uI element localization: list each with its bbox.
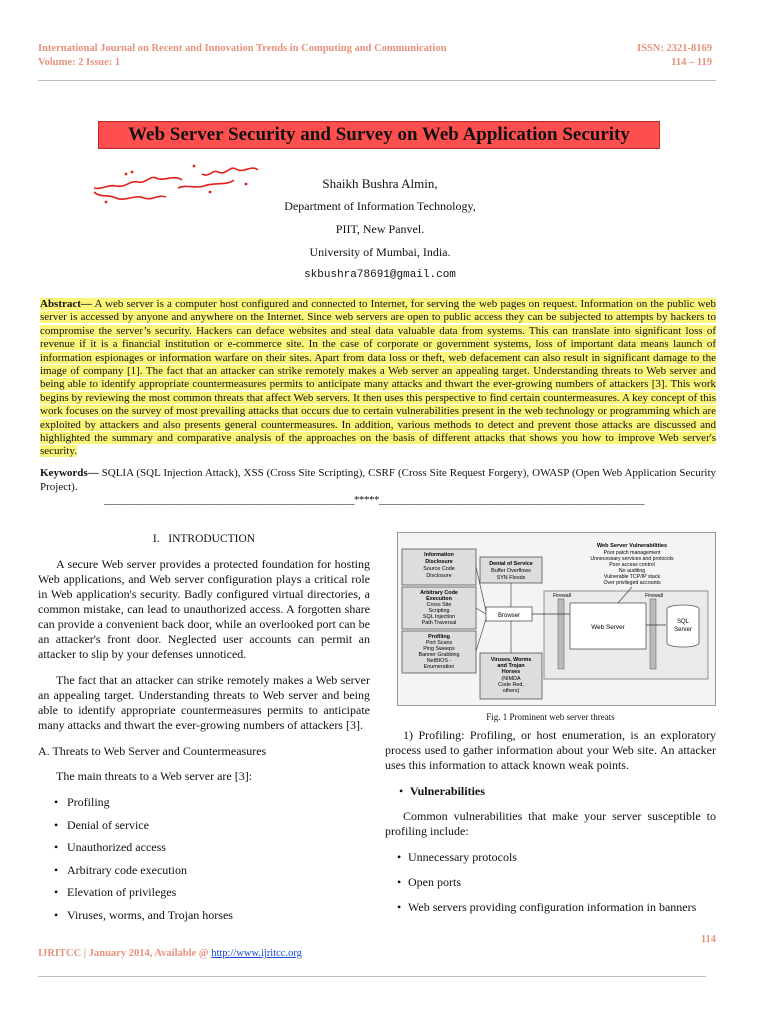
diagram-label: others) bbox=[502, 688, 520, 694]
author-name: Shaikh Bushra Almin, bbox=[322, 176, 438, 191]
abstract-label: Abstract— bbox=[40, 298, 92, 310]
diagram-label: Disclosure bbox=[425, 559, 453, 565]
diagram-label: Poor patch management bbox=[603, 550, 661, 556]
journal-pages: 114 – 119 bbox=[671, 57, 712, 68]
vulnerabilities-list bbox=[385, 850, 716, 915]
figure-caption: Fig. 1 Prominent web server threats bbox=[486, 712, 615, 722]
list-item: • Arbitrary code execution bbox=[54, 863, 370, 878]
journal-header bbox=[38, 42, 730, 70]
threats-lead: The main threats to a Web server are [3]: bbox=[56, 769, 253, 783]
list-item: • Profiling bbox=[54, 795, 370, 810]
keywords bbox=[40, 466, 716, 494]
diagram-label: Denial of Service bbox=[489, 561, 533, 567]
abstract bbox=[40, 298, 716, 459]
firewall-right bbox=[650, 599, 656, 669]
diagram-label: Server bbox=[674, 627, 692, 633]
diagram-label: (NIMDA bbox=[501, 676, 521, 682]
diagram-label: Vulnerable TCP/IP stack bbox=[603, 574, 661, 580]
diagram-label: Firewall bbox=[645, 593, 663, 599]
diagram-label: Enumeration bbox=[423, 664, 455, 670]
keywords-label: Keywords— bbox=[40, 467, 99, 479]
intro-heading-first: I bbox=[168, 533, 173, 545]
diagram-label: Port Scans bbox=[425, 640, 453, 646]
footer-text: IJRITCC | January 2014, Available @ bbox=[38, 948, 212, 959]
subsection-a-heading: A. Threats to Web Server and Countermeasures bbox=[38, 744, 267, 758]
threat-diagram bbox=[398, 533, 715, 705]
diagram-label: Web Server Vulnerabilities bbox=[596, 543, 668, 549]
profiling-paragraph: 1) Profiling: Profiling, or host enumeration, is an exploratory process used to gather information about your Web site. An attacker uses this information to attack known weak points. bbox=[385, 728, 716, 772]
threats-list bbox=[38, 795, 370, 923]
header-rule bbox=[38, 80, 716, 81]
diagram-label: Horses bbox=[501, 669, 521, 675]
diagram-label: Banner Grabbing bbox=[418, 652, 460, 658]
abstract-text: A web server is a computer host configured and connected to Internet, for serving the web pages on request. Information on the public web server is accessed by anyone and anywhere on the Internet. Since web servers are open to public access they can be subjected to attempts by hackers to compromise the server’s security. Hackers can deface websites and steal data valuable data from systems. This can translate into significant loss of revenue if it is a financial institution or e-commerce site. In the case of corporate or government systems, loss of important data means launch of information espionages or information warfare on their sites. Apart from data loss or theft, web defacement can also result in significant damage to the image of company [1]. The fact that an attacker can strike remotely makes a Web server an appealing target. Understanding threats to Web server and being able to identify appropriate countermeasures permits to anticipate many attacks and thwart the ever-growing numbers of attackers [3]. This work begins by reviewing the most common threats that affect Web servers. It then uses this perspective to find certain countermeasures. A key concept of this work focuses on the survey of most prevailing attacks that occurs due to certain vulnerabilities present in the web technology or programming which are exploited by attackers and also presents general countermeasures. In addition, various methods to detect and prevent those attacks are discussed and highlighted the summary and comparative analysis of the approaches on the basis of different attacks that shows you how to improve Web server's security. bbox=[40, 298, 716, 458]
diagram-label: NetBIOS - bbox=[426, 658, 452, 664]
intro-heading-rest: NTRODUCTION bbox=[172, 533, 256, 545]
journal-name: International Journal on Recent and Innovation Trends in Computing and Communication bbox=[38, 43, 447, 54]
left-column bbox=[38, 532, 370, 930]
diagram-label: Scripting bbox=[428, 608, 450, 614]
vulnerabilities-heading: Vulnerabilities bbox=[410, 784, 485, 798]
journal-issn-block bbox=[637, 42, 712, 70]
diagram-label: No auditing bbox=[618, 568, 646, 574]
diagram-label: Arbitrary Code bbox=[420, 590, 458, 596]
diagram-label: SQL Injection bbox=[422, 614, 456, 620]
vulnerabilities-lead: Common vulnerabilities that make your server susceptible to profiling include: bbox=[385, 809, 716, 838]
page-number: 114 bbox=[700, 934, 716, 945]
firewall-left bbox=[558, 599, 564, 669]
diagram-label: Viruses, Worms bbox=[490, 657, 532, 663]
diagram-label: Information bbox=[424, 552, 454, 558]
list-item: • Unnecessary protocols bbox=[397, 850, 716, 865]
connector bbox=[476, 619, 486, 651]
keywords-text: SQLIA (SQL Injection Attack), XSS (Cross Site Scripting), CSRF (Cross Site Request Forgery), OWASP (Open Web Application Security Project). bbox=[40, 467, 716, 493]
footer-rule bbox=[38, 976, 706, 977]
right-column bbox=[385, 728, 716, 925]
intro-paragraph-1: A secure Web server provides a protected foundation for hosting Web applications, and Web server configuration plays a critical role in Web application's security. Badly configured virtual directories, a common mistake, can lead to unauthorized access. A forgotten share can provide a convenient back door, while an overlooked port can be an attacker's front door. Neglected user accounts can permit an attacker to slip by your defenses unnoticed. bbox=[38, 557, 370, 661]
intro-paragraph-2: The fact that an attacker can strike remotely makes a Web server an appealing target. Understanding threats to Web server and being able to identify appropriate countermeasures permits to anticipate many attacks and thwart the ever-growing numbers of attackers [3]. bbox=[38, 673, 370, 732]
list-item: • Open ports bbox=[397, 875, 716, 890]
author-email: skbushra78691@gmail.com bbox=[304, 269, 456, 281]
list-item: • Denial of service bbox=[54, 818, 370, 833]
list-item: • Viruses, worms, and Trojan horses bbox=[54, 908, 370, 923]
paper-title: Web Server Security and Survey on Web Application Security bbox=[98, 121, 660, 149]
diagram-label: Source Code bbox=[423, 566, 455, 572]
diagram-label: SYN Floods bbox=[496, 575, 526, 581]
diagram-label: Code Red, bbox=[498, 682, 524, 688]
list-item: • Elevation of privileges bbox=[54, 885, 370, 900]
intro-heading bbox=[38, 532, 370, 547]
author-department: Department of Information Technology, bbox=[284, 199, 476, 213]
diagram-label: Over privileged accounts bbox=[603, 580, 661, 586]
intro-number: I. bbox=[152, 533, 160, 545]
footer bbox=[38, 948, 716, 959]
journal-volume: Volume: 2 Issue: 1 bbox=[38, 57, 121, 68]
diagram-label: Execution bbox=[426, 596, 452, 602]
diagram-label: Poor access control bbox=[609, 562, 655, 568]
list-item bbox=[399, 784, 716, 799]
author-block bbox=[230, 172, 530, 287]
journal-issn: ISSN: 2321-8169 bbox=[637, 43, 712, 54]
vuln-heading-list bbox=[385, 784, 716, 799]
diagram-label: SQL bbox=[676, 619, 690, 625]
diagram-label: Disclosure bbox=[426, 573, 452, 579]
diagram-label: Profiling bbox=[428, 634, 450, 640]
diagram-label: and Trojan bbox=[497, 663, 525, 669]
diagram-label: Firewall bbox=[553, 593, 571, 599]
diagram-label: Web Server bbox=[591, 624, 625, 631]
list-item: • Web servers providing configuration information in banners bbox=[397, 900, 716, 915]
diagram-label: Cross Site bbox=[426, 602, 452, 608]
list-item: • Unauthorized access bbox=[54, 840, 370, 855]
diagram-label: Unnecessary services and protocols bbox=[590, 556, 674, 562]
footer-link[interactable]: http://www.ijritcc.org bbox=[211, 948, 302, 959]
connector bbox=[476, 608, 486, 614]
section-separator: __________________________________________________*****_____________________________________________________ bbox=[104, 494, 644, 506]
diagram-label: Buffer Overflows bbox=[491, 568, 531, 574]
author-university: University of Mumbai, India. bbox=[309, 245, 451, 259]
figure-web-server-threats bbox=[397, 532, 716, 706]
diagram-label: Path Traversal bbox=[421, 620, 457, 626]
author-institute: PIIT, New Panvel. bbox=[335, 222, 425, 236]
diagram-label: Browser bbox=[497, 613, 521, 619]
diagram-label: Ping Sweeps bbox=[423, 646, 455, 652]
